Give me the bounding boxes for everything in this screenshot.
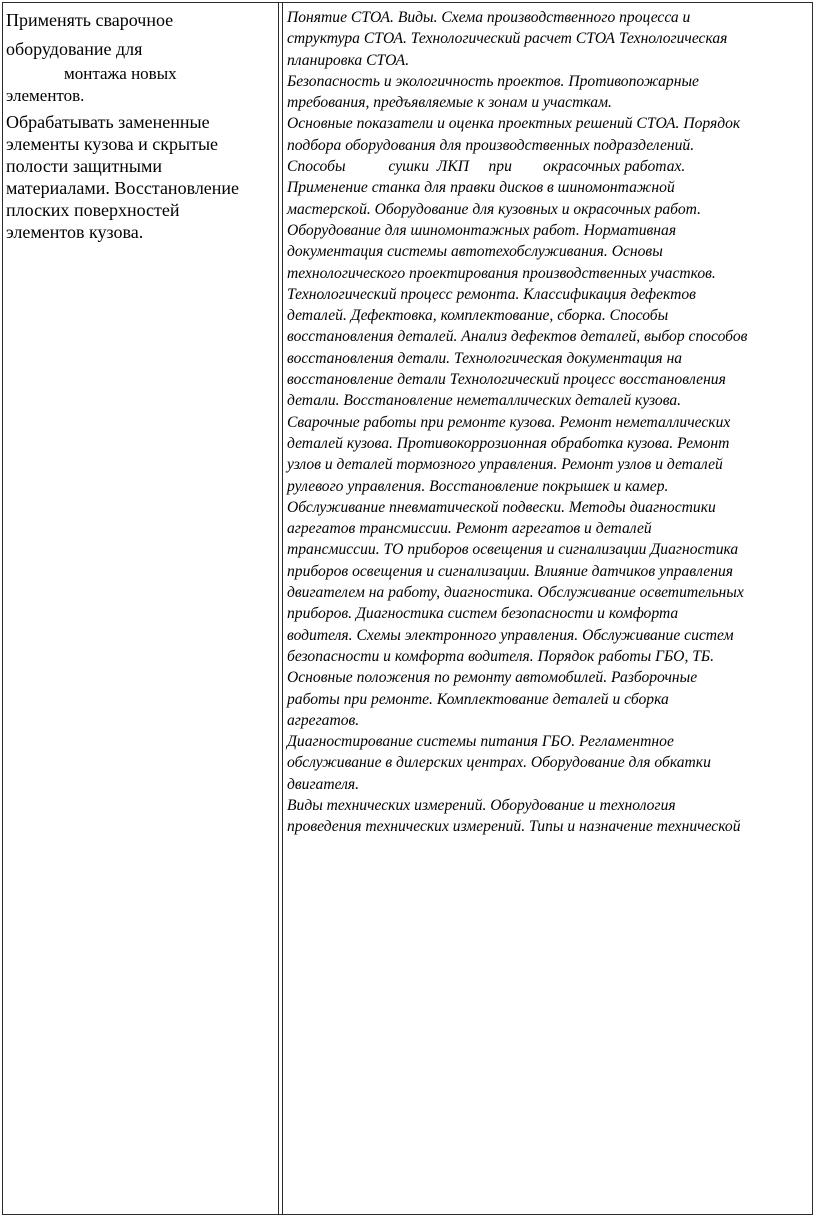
right-line: проведения технических измерений. Типы и назначение технической (287, 818, 741, 836)
right-line: Диагностирование системы питания ГБО. Регламентное (287, 733, 674, 751)
right-line: Виды технических измерений. Оборудование и технология (287, 796, 676, 814)
left-line: оборудование для (6, 39, 143, 59)
left-line: полости защитными (6, 156, 163, 176)
right-line: трансмиссии. ТО приборов освещения и сигнализации Диагностика (287, 541, 739, 559)
right-line: рулевого управления. Восстановление покрышек и камер. (287, 477, 669, 495)
left-line: элементов. (6, 86, 85, 105)
right-line: Применение станка для правки дисков в шиномонтажной (287, 179, 675, 197)
right-line: Оборудование для шиномонтажных работ. Нормативная (287, 221, 677, 239)
right-line: Сварочные работы при ремонте кузова. Ремонт неметаллических (287, 413, 731, 431)
right-line: агрегатов. (287, 711, 360, 729)
left-line: Применять сварочное (6, 10, 174, 30)
right-column-text (287, 7, 809, 838)
right-line: документация системы автотехобслуживания. Основы (287, 243, 663, 261)
right-line: планировка СТОА. (287, 51, 410, 69)
left-line: Обрабатывать замененные (6, 112, 210, 132)
right-line: водителя. Схемы электронного управления. Обслуживание систем (287, 626, 734, 644)
right-line: Технологический процесс ремонта. Классификация дефектов (287, 285, 696, 303)
right-line: подбора оборудования для производственных подразделений. (287, 136, 695, 154)
left-line: элементы кузова и скрытые (6, 134, 219, 154)
right-line: требования, предъявляемые к зонам и участкам. (287, 94, 612, 112)
content-table (2, 2, 813, 1215)
right-line: приборов освещения и сигнализации. Влияние датчиков управления (287, 562, 733, 580)
right-line: восстановления детали. Технологическая документация на (287, 349, 683, 367)
right-line: двигателя. (287, 775, 360, 793)
right-line: обслуживание в дилерских центрах. Оборудование для обкатки (287, 754, 711, 772)
right-line: Безопасность и экологичность проектов. Противопожарные (287, 72, 699, 90)
right-line: приборов. Диагностика систем безопасности и комфорта (287, 605, 679, 623)
right-line: восстановления деталей. Анализ дефектов деталей, выбор способов (287, 328, 748, 346)
left-column-text (6, 9, 264, 243)
right-line: Основные показатели и оценка проектных решений СТОА. Порядок (287, 115, 741, 133)
left-line: плоских поверхностей (6, 200, 180, 220)
left-line: монтажа новых (64, 64, 177, 83)
right-line: Способы сушки ЛКП при окрасочных работах. (287, 158, 686, 176)
right-line: безопасности и комфорта водителя. Порядок работы ГБО, ТБ. (287, 647, 715, 665)
right-line: Обслуживание пневматической подвески. Методы диагностики (287, 498, 716, 516)
right-line: детали. Восстановление неметаллических деталей кузова. (287, 392, 682, 410)
right-line: Понятие СТОА. Виды. Схема производственного процесса и (287, 9, 691, 26)
column-divider (282, 3, 283, 1214)
left-line: элементов кузова. (6, 222, 144, 242)
right-line: узлов и деталей тормозного управления. Ремонт узлов и деталей (287, 456, 723, 474)
right-line: структура СТОА. Технологический расчет СТОА Технологическая (287, 30, 728, 48)
right-line: Основные положения по ремонту автомобилей. Разборочные (287, 669, 698, 687)
right-line: агрегатов трансмиссии. Ремонт агрегатов и деталей (287, 520, 652, 538)
right-line: восстановление детали Технологический процесс восстановления (287, 371, 726, 389)
right-line: технологического проектирования производственных участков. (287, 264, 716, 282)
right-line: деталей. Дефектовка, комплектование, сборка. Способы (287, 307, 669, 325)
right-line: мастерской. Оборудование для кузовных и окрасочных работ. (287, 200, 701, 218)
left-column-cell (3, 3, 279, 1214)
right-line: двигателем на работу, диагностика. Обслуживание осветительных (287, 584, 744, 602)
right-line: работы при ремонте. Комплектование деталей и сборка (287, 690, 669, 708)
left-line: материалами. Восстановление (6, 178, 240, 198)
right-line: деталей кузова. Противокоррозионная обработка кузова. Ремонт (287, 434, 730, 452)
